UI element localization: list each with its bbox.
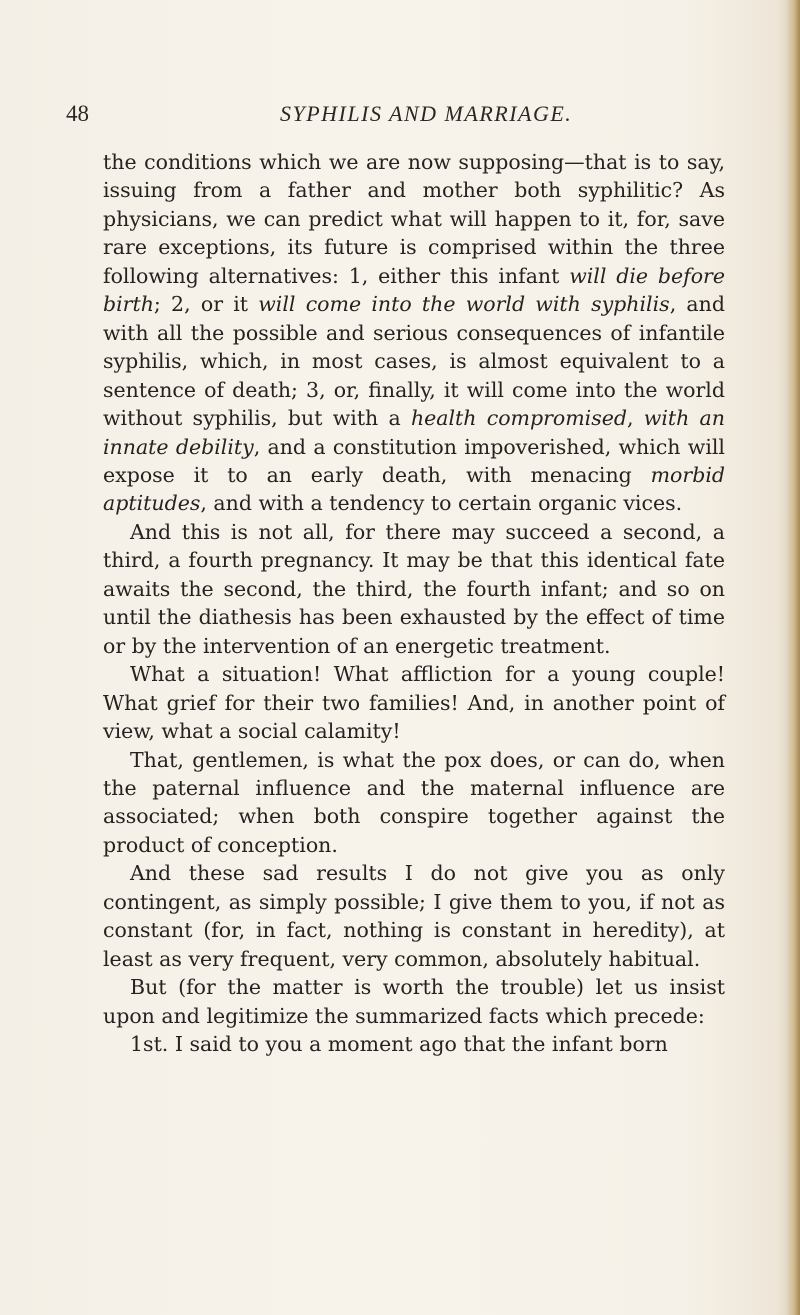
paragraph-1-text-5: , and a constitution impoverished, which will expose it to an early death, with menacing	[103, 434, 725, 487]
paragraph-1-text-4: ,	[627, 406, 644, 431]
paragraph-1-italic-5: morbid aptitudes	[103, 462, 725, 516]
body-text	[103, 148, 725, 1059]
paragraph-1	[103, 148, 725, 518]
paragraph-1-text-3: , and with all the possible and serious consequences of infantile syphilis, which, in most cases, is almost equivalent to a sentence of death; 3, or, finally, it will come into the world without syphilis, but with a	[103, 292, 725, 431]
paragraph-1-italic-1: will die before birth	[103, 263, 725, 317]
running-title: SYPHILIS AND MARRIAGE.	[280, 101, 573, 126]
paragraph-7: 1st. I said to you a moment ago that the infant born	[130, 1032, 668, 1057]
paragraph-1-text-1: the conditions which we are now supposing—that is to say, issuing from a father and mother both syphilitic? As physicians, we can predict what will happen to it, for, save rare exceptions, its future is comprised within the three following alternatives: 1, either this infant	[103, 150, 725, 288]
paragraph-5: And these sad results I do not give you as only contingent, as simply possible; I give them to you, if not as constant (for, in fact, nothing is constant in heredity), at least as very frequent, very common, absolutely habitual.	[103, 861, 725, 971]
paragraph-1-italic-3: health compromised	[410, 406, 628, 431]
paragraph-1-italic-4: with an innate debility	[103, 406, 725, 459]
paragraph-1-text-2: ; 2, or it	[153, 292, 259, 317]
paragraph-3: What a situation! What affliction for a young couple! What grief for their two families! And, in another point of view, what a social calamity!	[103, 662, 725, 744]
page-header	[66, 101, 726, 131]
page-number: 48	[66, 101, 89, 126]
paragraph-1-italic-2: will come into the world with syphilis	[258, 292, 670, 317]
paragraph-2: And this is not all, for there may succeed a second, a third, a fourth pregnancy. It may be that this identical fate awaits the second, the third, the fourth infant; and so on until the diathesis has been exhausted by the effect of time or by the intervention of an energetic treatment.	[103, 519, 725, 658]
paragraph-6: But (for the matter is worth the trouble) let us insist upon and legitimize the summarized facts which precede:	[103, 975, 725, 1028]
paragraph-4: That, gentlemen, is what the pox does, or can do, when the paternal influence and the maternal influence are associated; when both conspire together against the product of conception.	[103, 747, 725, 857]
paragraph-1-text-6: , and with a tendency to certain organic vices.	[200, 491, 683, 516]
page-edge	[786, 0, 800, 1315]
